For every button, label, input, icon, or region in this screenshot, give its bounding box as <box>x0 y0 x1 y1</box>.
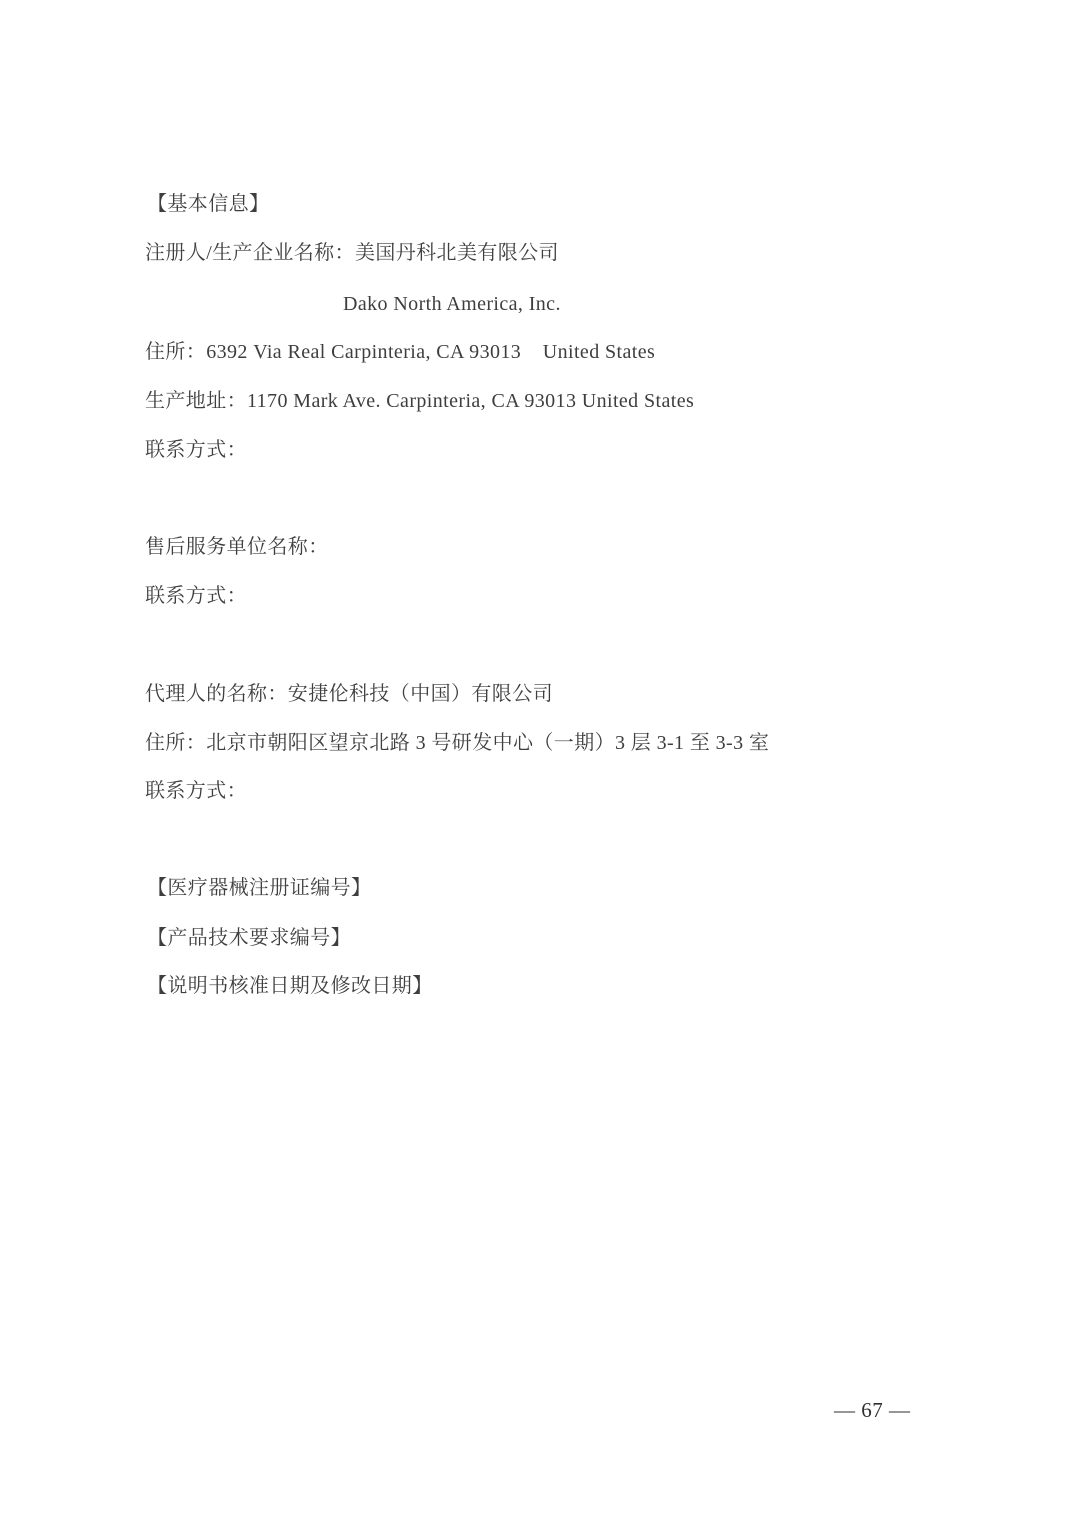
registration-cert-number-section-header: 【医疗器械注册证编号】 <box>147 877 372 899</box>
after-sales-contact-line: 联系方式： <box>145 585 247 607</box>
agent-residence-line: 住所：北京市朝阳区望京北路 3 号研发中心（一期）3 层 3-1 至 3-3 室 <box>145 732 770 754</box>
basic-info-section-header: 【基本信息】 <box>147 193 270 215</box>
registrant-residence-line: 住所：6392 Via Real Carpinteria, CA 93013 United States <box>145 341 656 363</box>
registrant-name-line: 注册人/生产企业名称：美国丹科北美有限公司 <box>145 242 559 264</box>
production-address-line: 生产地址：1170 Mark Ave. Carpinteria, CA 93013 United States <box>145 390 695 412</box>
agent-name-line: 代理人的名称：安捷伦科技（中国）有限公司 <box>145 683 553 705</box>
registrant-contact-line: 联系方式： <box>145 439 247 461</box>
technical-requirement-number-section-header: 【产品技术要求编号】 <box>147 927 351 949</box>
page-number: — 67 — <box>834 1398 911 1422</box>
agent-contact-line: 联系方式： <box>145 780 247 802</box>
after-sales-unit-name-line: 售后服务单位名称： <box>145 536 329 558</box>
registrant-name-english-line: Dako North America, Inc. <box>343 293 561 315</box>
manual-approval-date-section-header: 【说明书核准日期及修改日期】 <box>147 975 433 997</box>
